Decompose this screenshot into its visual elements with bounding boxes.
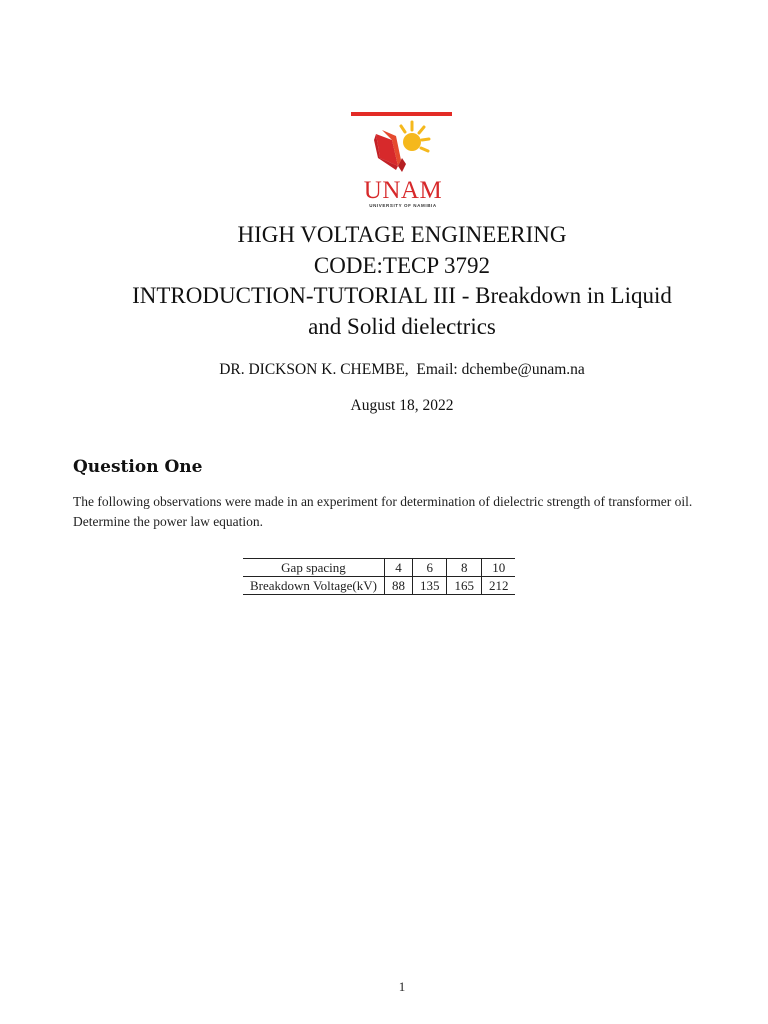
table-cell: 6 — [412, 559, 447, 577]
question-heading: Question One — [73, 457, 203, 477]
table-cell: 10 — [481, 559, 515, 577]
table-cell: 135 — [412, 577, 447, 595]
observation-table — [243, 558, 515, 595]
title-line-4: and Solid dielectrics — [308, 313, 496, 339]
table-cell: 212 — [481, 577, 515, 595]
document-title — [60, 220, 744, 342]
row-label: Breakdown Voltage(kV) — [243, 577, 384, 595]
table-row — [243, 559, 515, 577]
table-cell: 165 — [447, 577, 482, 595]
title-line-3: INTRODUCTION-TUTORIAL III - Breakdown in Liquid — [132, 283, 672, 308]
logo-top-bar — [351, 112, 452, 116]
unam-emblem-icon — [368, 118, 432, 182]
title-line-1: HIGH VOLTAGE ENGINEERING — [237, 222, 567, 247]
logo-wordmark: UNAM — [363, 177, 443, 204]
question-text: The following observations were made in an experiment for determination of dielectric strength of transformer oil. Determine the power law equation. — [73, 494, 693, 529]
page-number: 1 — [398, 979, 406, 994]
table-row — [243, 577, 515, 595]
row-label: Gap spacing — [243, 559, 384, 577]
document-date: August 18, 2022 — [350, 397, 454, 414]
logo-subtitle: UNIVERSITY OF NAMIBIA — [369, 203, 437, 208]
table-cell: 4 — [384, 559, 412, 577]
table-cell: 8 — [447, 559, 482, 577]
table-cell: 88 — [384, 577, 412, 595]
author-line: DR. DICKSON K. CHEMBE, Email: dchembe@unam.na — [219, 361, 585, 378]
title-line-2: CODE:TECP 3792 — [313, 252, 491, 278]
